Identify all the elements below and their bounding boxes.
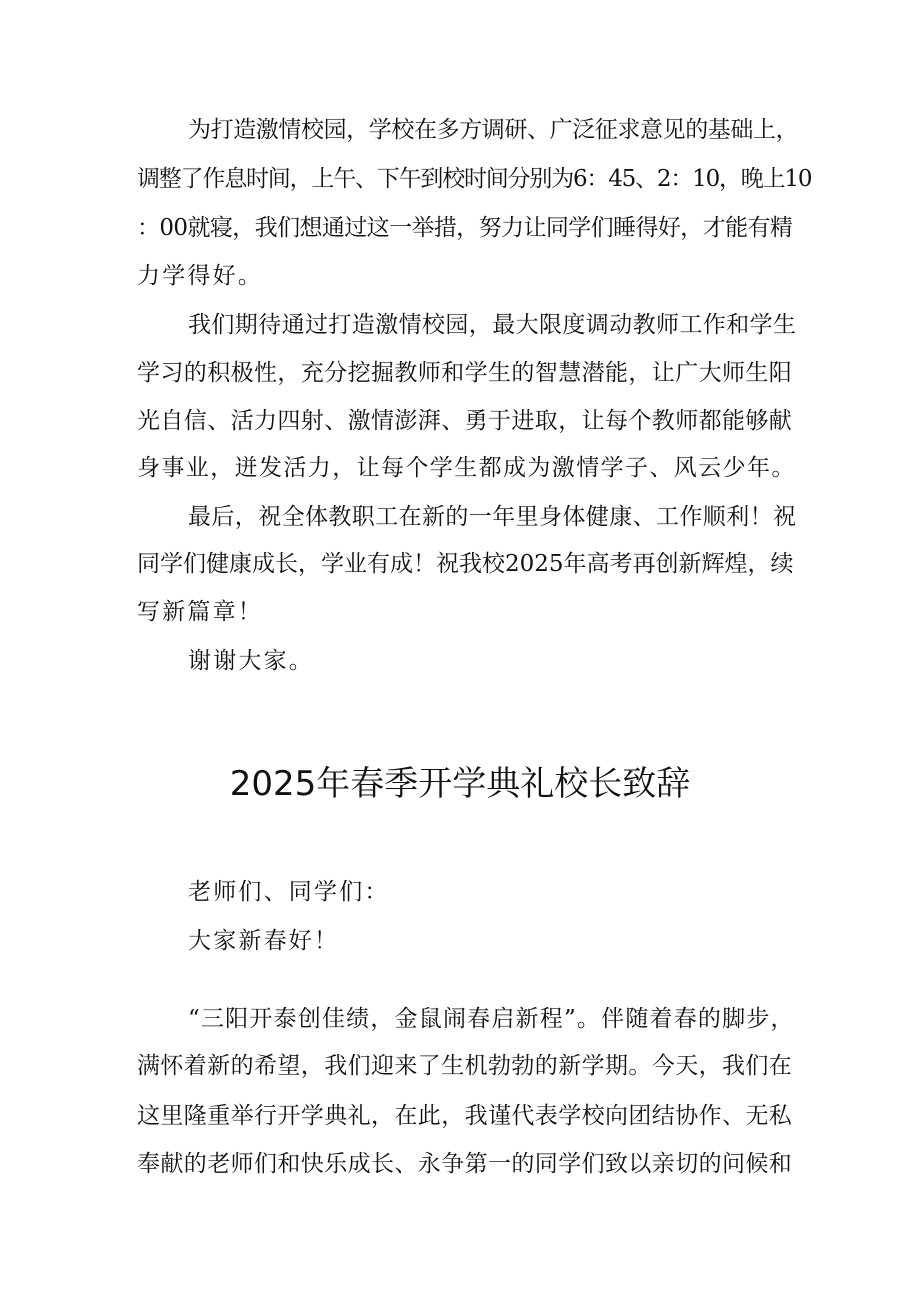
paragraph-line: 身事业，迸发活力，让每个学生都成为激情学子、风云少年。 — [137, 455, 796, 481]
paragraph-line: 满怀着新的希望，我们迎来了生机勃勃的新学期。今天，我们在 — [137, 1053, 793, 1079]
greeting: 大家新春好！ — [188, 928, 340, 954]
paragraph-line: 力学得好。 — [137, 263, 263, 289]
paragraph-line: 我们期待通过打造激情校园，最大限度调动教师工作和学生 — [188, 312, 797, 338]
paragraph-line: “三阳开泰创佳绩，金鼠闹春启新程”。伴随着春的脚步， — [188, 1006, 795, 1032]
paragraph-line: 同学们健康成长，学业有成！祝我校2025年高考再创新辉煌，续 — [137, 551, 794, 577]
paragraph-line: ：00就寝，我们想通过这一举措，努力让同学们睡得好，才能有精 — [137, 215, 793, 241]
paragraph-line: 光自信、活力四射、激情澎湃、勇于进取，让每个教师都能够献 — [137, 408, 793, 434]
paragraph-line: 为打造激情校园，学校在多方调研、广泛征求意见的基础上， — [188, 117, 799, 143]
paragraph-line: 奉献的老师们和快乐成长、永争第一的同学们致以亲切的问候和 — [137, 1151, 793, 1177]
paragraph-line: 这里隆重举行开学典礼，在此，我谨代表学校向团结协作、无私 — [137, 1103, 793, 1129]
paragraph-line: 学习的积极性，充分挖掘教师和学生的智慧潜能，让广大师生阳 — [137, 360, 793, 386]
paragraph-line: 最后，祝全体教职工在新的一年里身体健康、工作顺利！祝 — [188, 504, 797, 530]
paragraph-line: 写新篇章！ — [137, 599, 263, 625]
closing-line: 谢谢大家。 — [188, 648, 314, 674]
paragraph-line: 调整了作息时间，上午、下午到校时间分别为6：45、2：10，晚上10 — [137, 166, 812, 192]
salutation: 老师们、同学们： — [188, 879, 390, 905]
page-title: 2025年春季开学典礼校长致辞 — [229, 764, 691, 804]
